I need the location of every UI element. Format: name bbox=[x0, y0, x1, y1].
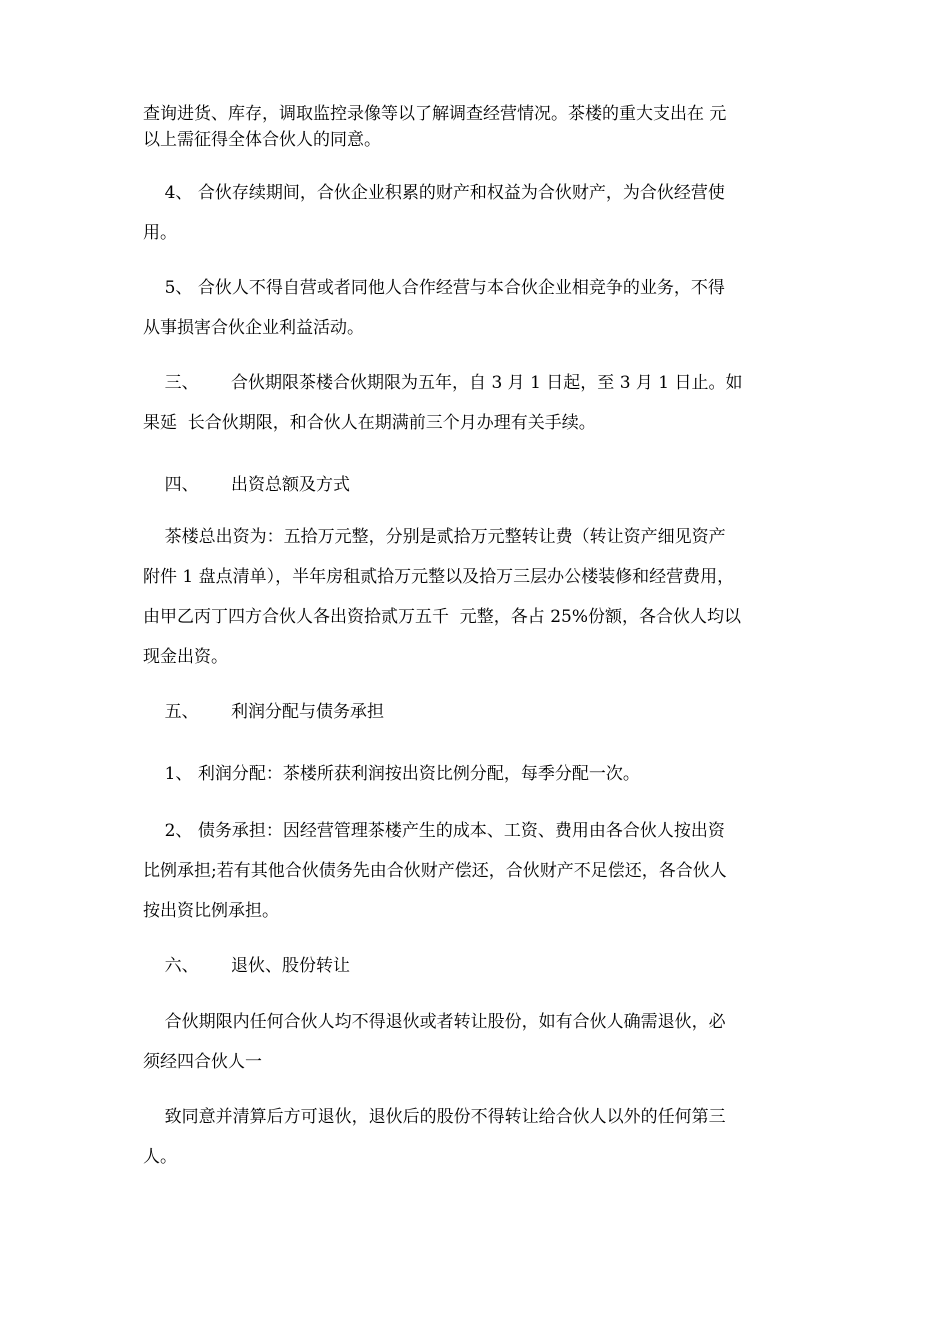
text-line: 须经四合伙人一 bbox=[143, 1052, 262, 1072]
paragraph-withdrawal bbox=[143, 1002, 823, 1082]
section-3-partnership-term bbox=[143, 363, 823, 443]
text-line: 比例承担;若有其他合伙债务先由合伙财产偿还，合伙财产不足偿还，各合伙人 bbox=[143, 861, 727, 881]
text-line: 以上需征得全体合伙人的同意。 bbox=[143, 130, 381, 150]
text-line: 1、 利润分配：茶楼所获利润按出资比例分配，每季分配一次。 bbox=[143, 764, 640, 784]
section-6-heading bbox=[143, 946, 823, 986]
section-heading: 四、 出资总额及方式 bbox=[143, 475, 351, 495]
paragraph-debt-bearing bbox=[143, 811, 823, 931]
text-line: 三、 合伙期限茶楼合伙期限为五年，自 3 月 1 日起，至 3 月 1 日止。如 bbox=[143, 373, 743, 393]
text-line: 查询进货、库存，调取监控录像等以了解调查经营情况。茶楼的重大支出在 元 bbox=[143, 104, 727, 124]
text-line: 附件 1 盘点清单），半年房租贰拾万元整以及拾万三层办公楼装修和经营费用， bbox=[143, 567, 735, 587]
text-line: 茶楼总出资为：五拾万元整，分别是贰拾万元整转让费（转让资产细见资产 bbox=[143, 527, 726, 547]
text-line: 4、 合伙存续期间，合伙企业积累的财产和权益为合伙财产，为合伙经营使 bbox=[143, 183, 725, 203]
text-line: 由甲乙丙丁四方合伙人各出资拾贰万五千 元整，各占 25%份额，各合伙人均以 bbox=[143, 607, 741, 627]
text-line: 现金出资。 bbox=[143, 647, 228, 667]
section-4-heading bbox=[143, 465, 823, 505]
text-line: 5、 合伙人不得自营或者同他人合作经营与本合伙企业相竞争的业务，不得 bbox=[143, 278, 725, 298]
text-line: 合伙期限内任何合伙人均不得退伙或者转让股份，如有合伙人确需退伙，必 bbox=[143, 1012, 726, 1032]
paragraph-item-5 bbox=[143, 268, 823, 348]
paragraph-profit-distribution bbox=[143, 754, 823, 794]
text-line: 果延 长合伙期限，和合伙人在期满前三个月办理有关手续。 bbox=[143, 413, 596, 433]
text-line: 2、 债务承担：因经营管理茶楼产生的成本、工资、费用由各合伙人按出资 bbox=[143, 821, 725, 841]
text-line: 按出资比例承担。 bbox=[143, 901, 279, 921]
text-line: 人。 bbox=[143, 1147, 177, 1167]
section-5-heading bbox=[143, 692, 823, 732]
paragraph-withdrawal-continued bbox=[143, 1097, 823, 1177]
section-heading: 六、 退伙、股份转让 bbox=[143, 956, 351, 976]
section-heading: 五、 利润分配与债务承担 bbox=[143, 702, 385, 722]
paragraph-total-investment bbox=[143, 517, 823, 677]
text-line: 从事损害合伙企业利益活动。 bbox=[143, 318, 364, 338]
paragraph-item-4 bbox=[143, 173, 823, 253]
text-line: 致同意并清算后方可退伙，退伙后的股份不得转让给合伙人以外的任何第三 bbox=[143, 1107, 726, 1127]
text-line: 用。 bbox=[143, 223, 177, 243]
paragraph-consent-clause bbox=[143, 101, 823, 153]
